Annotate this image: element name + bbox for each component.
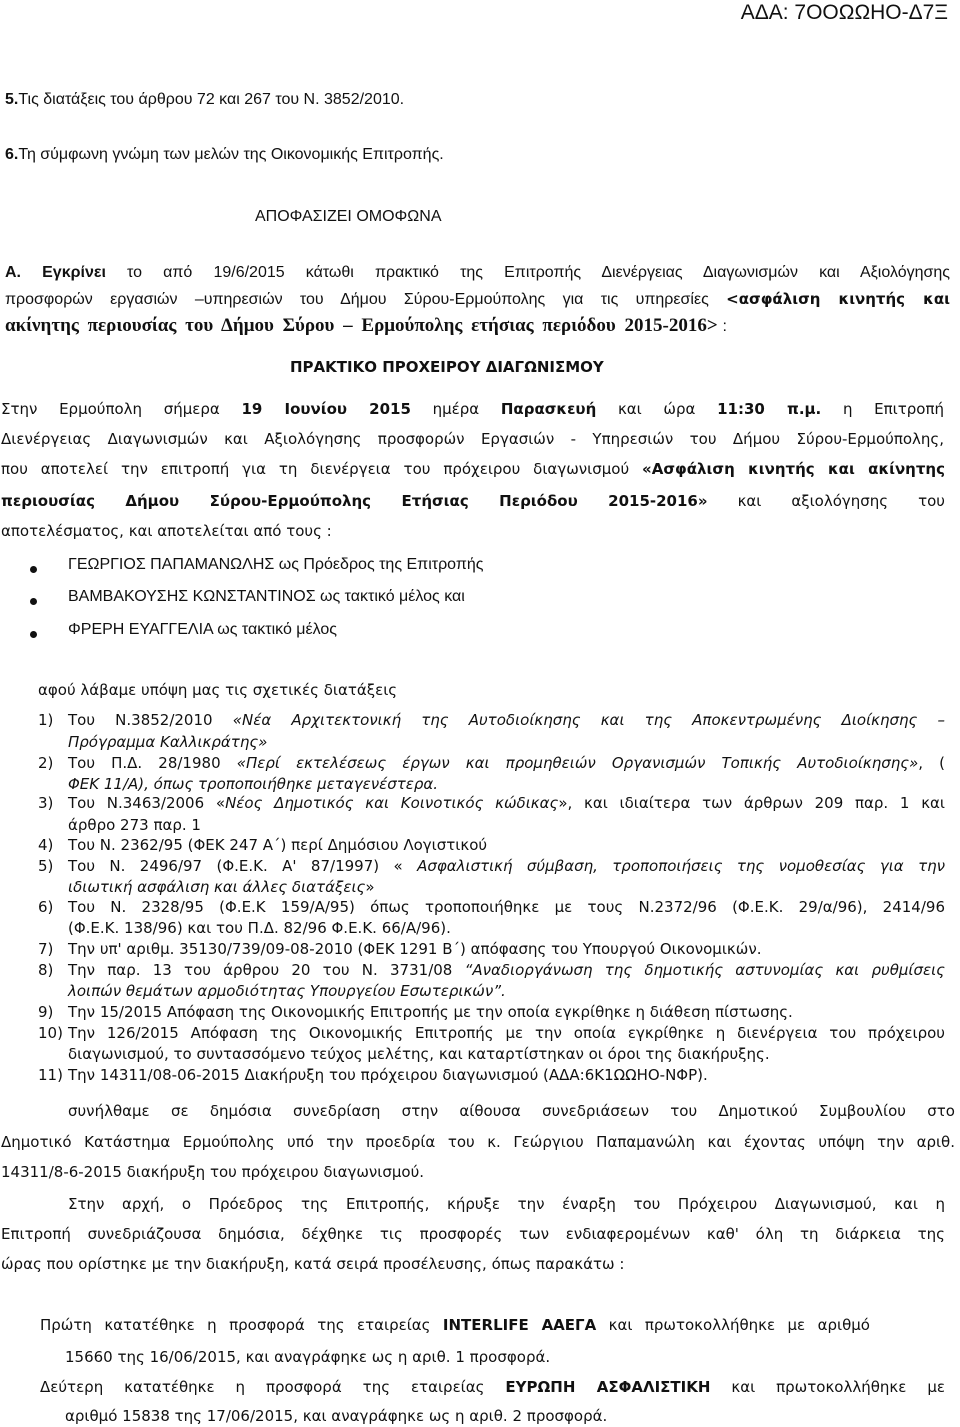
- provision-line: [68, 877, 945, 897]
- ada-code: ΑΔΑ: 7ΟΟΩΩΗΟ-Δ7Ξ: [740, 1, 948, 24]
- closing-line: ώρας που ορίστηκε με την διακήρυξη, κατά σειρά προσέλευσης, όπως παρακάτω :: [1, 1255, 625, 1273]
- provision-title: «Νέα Αρχιτεκτονική της Αυτοδιοίκησης και της Αποκεντρωμένης Διοίκησης –: [232, 711, 945, 729]
- minutes-text: η Επιτροπή: [842, 400, 944, 418]
- offer-company: ΕΥΡΩΠΗ ΑΣΦΑΛΙΣΤΙΚΗ: [505, 1378, 711, 1396]
- provision-line: Την 14311/08-06-2015 Διακήρυξη του πρόχειρου διαγωνισμού (ΑΔΑ:6Κ1ΩΩΗΟ-ΝΦΡ).: [68, 1066, 708, 1084]
- bullet-icon: [30, 566, 37, 573]
- provision-line: [68, 774, 945, 794]
- decision-text: προσφορών εργασιών –υπηρεσιών του Δήμου Σύρου-Ερμούπολης για τις υπηρεσίες: [5, 291, 709, 308]
- closing-line: συνήλθαμε σε δημόσια συνεδρίαση στην αίθουσα συνεδριάσεων του Δημοτικού Συμβουλίου στο: [68, 1102, 955, 1120]
- provision-number: 8): [38, 961, 54, 979]
- provision-text: », και ιδιαίτερα των άρθρων 209 παρ. 1 και: [558, 794, 945, 812]
- offer-line: [40, 1377, 945, 1397]
- minutes-line-4: [1, 491, 945, 511]
- decision-line-2: [5, 289, 950, 309]
- decision-text: το από 19/6/2015 κάτωθι πρακτικό της Επιτροπής Διενέργειας Διαγωνισμών και Αξιολόγησης: [127, 264, 950, 281]
- provision-line: άρθρο 273 παρ. 1: [68, 816, 201, 834]
- provision-line: [68, 856, 945, 876]
- provision-text: Του Π.Δ. 28/1980: [68, 754, 221, 772]
- provision-line: Του Ν. 2328/95 (Φ.Ε.Κ 159/Α/95) όπως τροποποιήθηκε με τους Ν.2372/96 (Φ.Ε.Κ. 29/α/96), 2414/96: [68, 898, 945, 916]
- provision-line: [68, 960, 945, 980]
- provision-title: Νέος Δημοτικός και Κοινοτικός κώδικας: [225, 794, 559, 812]
- minutes-title: ΠΡΑΚΤΙΚΟ ΠΡΟΧΕΙΡΟΥ ΔΙΑΓΩΝΙΣΜΟΥ: [290, 358, 604, 376]
- offer-text: και πρωτοκολλήθηκε με αριθμό: [608, 1316, 870, 1334]
- decision-label: Α. Εγκρίνει: [5, 264, 106, 281]
- minutes-line-1: [1, 399, 944, 419]
- provision-line: Την 15/2015 Απόφαση της Οικονομικής Επιτροπής με την οποία εγκρίθηκε η διάθεση πίστωσης.: [68, 1003, 793, 1021]
- consideration-5: [5, 90, 404, 110]
- provision-line: Του Ν. 2362/95 (ΦΕΚ 247 Α΄) περί Δημόσιου Λογιστικού: [68, 836, 488, 854]
- provision-title: ιδιωτική ασφάλιση και άλλες διατάξεις: [68, 878, 366, 896]
- provision-line: [68, 710, 945, 730]
- closing-line: Επιτροπή συνεδριάζουσα δημόσια, δέχθηκε τις προσφορές των ενδιαφερομένων καθ' όλη τη διάρκεια της: [1, 1225, 945, 1243]
- provision-text: Του Ν.3852/2010: [68, 711, 213, 729]
- provision-line: Την 126/2015 Απόφαση της Οικονομικής Επιτροπής με την οποία εγκρίθηκε η διενέργεια του πρόχειρου: [68, 1024, 945, 1042]
- provision-text: »: [365, 878, 375, 896]
- minutes-text: ημέρα: [432, 400, 480, 418]
- minutes-line-5: αποτελέσματος, και αποτελείται από τους :: [1, 522, 332, 540]
- minutes-line-2: Διενέργειας Διαγωνισμών και Αξιολόγησης προσφορών Εργασιών - Υπηρεσιών του Δήμου Σύρου-Ερμούπολης,: [1, 430, 944, 448]
- meeting-day: Παρασκευή: [500, 400, 597, 418]
- provision-line: [68, 732, 945, 752]
- provision-title: «Περί εκτελέσεως έργων και προμηθειών Οργανισμών Τοπικής Αυτοδιοίκησης»: [236, 754, 919, 772]
- closing-line: 14311/8-6-2015 διακήρυξη του πρόχειρου διαγωνισμού.: [1, 1163, 425, 1181]
- provision-line: Την υπ' αριθμ. 35130/739/09-08-2010 (ΦΕΚ 1291 Β΄) απόφασης του Υπουργού Οικονομικών.: [68, 940, 762, 958]
- minutes-text: και ώρα: [617, 400, 696, 418]
- offer-line: [40, 1315, 870, 1335]
- provision-text: Του Ν.3463/2006 «: [68, 794, 226, 812]
- provision-text: Την παρ. 13 του άρθρου 20 του Ν. 3731/08: [68, 961, 453, 979]
- provision-line: [68, 793, 945, 813]
- decision-line-3: [5, 314, 727, 338]
- decision-line-1: [5, 263, 950, 283]
- provision-text: Του Ν. 2496/97 (Φ.Ε.Κ. Α' 87/1997) «: [68, 857, 403, 875]
- provision-title: λοιπών θεμάτων αρμοδιότητας Υπουργείου Εσωτερικών”.: [68, 982, 506, 1000]
- consideration-text: Τις διατάξεις του άρθρου 72 και 267 του Ν. 3852/2010.: [18, 91, 405, 108]
- offer-text: και πρωτοκολλήθηκε με: [731, 1378, 945, 1396]
- meeting-time: 11:30 π.μ.: [717, 400, 822, 418]
- decision-bold-text: ακίνητης περιουσίας του Δήμου Σύρου – Ερμούπολης ετήσιας περιόδου 2015-2016>: [5, 315, 718, 336]
- provision-line: διαγωνισμού, το συντασσόμενο τεύχος μελέτης, και καταρτίστηκαν οι όροι της διακήρυξης.: [68, 1045, 770, 1063]
- decision-tail: :: [722, 318, 727, 335]
- provision-title: Ασφαλιστική σύμβαση, τροποποιήσεις της νομοθεσίας για την: [402, 857, 945, 875]
- minutes-line-3: [1, 459, 945, 479]
- provision-number: 4): [38, 836, 54, 854]
- provision-number: 10): [38, 1024, 63, 1042]
- provision-number: 9): [38, 1003, 54, 1021]
- provision-line: [68, 753, 945, 773]
- offer-text: Δεύτερη κατατέθηκε η προσφορά της εταιρείας: [40, 1378, 485, 1396]
- provision-number: 3): [38, 794, 54, 812]
- tender-title: περιουσίας Δήμου Σύρου-Ερμούπολης Ετήσιας Περιόδου 2015-2016»: [1, 492, 708, 510]
- bullet-icon: [30, 631, 37, 638]
- meeting-date: 19 Ιουνίου 2015: [241, 400, 411, 418]
- minutes-text: και αξιολόγησης του: [737, 492, 945, 510]
- tender-title: «Ασφάλιση κινητής και ακίνητης: [642, 460, 945, 478]
- decision-heading: ΑΠΟΦΑΣΙΖΕΙ ΟΜΟΦΩΝΑ: [255, 208, 442, 225]
- provision-number: 2): [38, 754, 54, 772]
- member-item: ΒΑΜΒΑΚΟΥΣΗΣ ΚΩΝΣΤΑΝΤΙΝΟΣ ως τακτικό μέλος και: [68, 588, 465, 605]
- minutes-text: που αποτελεί την επιτροπή για τη διενέργεια του πρόχειρου διαγωνισμού: [1, 460, 630, 478]
- provision-line: [68, 981, 945, 1001]
- offer-line: 15660 της 16/06/2015, και αναγράφηκε ως η αριθ. 1 προσφορά.: [65, 1348, 551, 1366]
- offer-company: INTERLIFE ΑΑΕΓΑ: [442, 1316, 597, 1334]
- provision-line: (Φ.Ε.Κ. 138/96) και του Π.Δ. 82/96 Φ.Ε.Κ. 66/Α/96).: [68, 919, 451, 937]
- consideration-text: Τη σύμφωνη γνώμη των μελών της Οικονομικής Επιτροπής.: [18, 146, 444, 163]
- consideration-number: 6.: [5, 146, 19, 163]
- consideration-6: [5, 145, 444, 165]
- closing-line: Στην αρχή, ο Πρόεδρος της Επιτροπής, κήρυξε την έναρξη του Πρόχειρου Διαγωνισμού, και η: [68, 1195, 945, 1213]
- provision-title: Πρόγραμμα Καλλικράτης»: [68, 733, 268, 751]
- provision-text: , (: [918, 754, 946, 772]
- provision-number: 6): [38, 898, 54, 916]
- minutes-text: Στην Ερμούπολη σήμερα: [1, 400, 220, 418]
- decision-bold-text: <ασφάλιση κινητής και: [726, 290, 950, 308]
- bullet-icon: [30, 598, 37, 605]
- provision-title: ΦΕΚ 11/Α), όπως τροποποιήθηκε μεταγενέστερα.: [68, 775, 439, 793]
- closing-line: Δημοτικό Κατάστημα Ερμούπολης υπό την προεδρία του κ. Γεώργιου Παπαμανώλη και έχοντας υπόψη την αριθ.: [1, 1133, 955, 1151]
- member-item: ΓΕΩΡΓΙΟΣ ΠΑΠΑΜΑΝΩΛΗΣ ως Πρόεδρος της Επιτροπής: [68, 556, 484, 573]
- provision-number: 1): [38, 711, 54, 729]
- member-item: ΦΡΕΡΗ ΕΥΑΓΓΕΛΙΑ ως τακτικό μέλος: [68, 621, 338, 638]
- provisions-intro: αφού λάβαμε υπόψη μας τις σχετικές διατάξεις: [38, 681, 398, 699]
- provision-number: 5): [38, 857, 54, 875]
- offer-text: Πρώτη κατατέθηκε η προσφορά της εταιρείας: [40, 1316, 431, 1334]
- consideration-number: 5.: [5, 91, 19, 108]
- provision-number: 11): [38, 1066, 63, 1084]
- provision-number: 7): [38, 940, 54, 958]
- offer-line: αριθμό 15838 της 17/06/2015, και αναγράφηκε ως η αριθ. 2 προσφορά.: [65, 1407, 608, 1425]
- provision-title: “Αναδιοργάνωση της δημοτικής αστυνομίας και ρυθμίσεις: [464, 961, 945, 979]
